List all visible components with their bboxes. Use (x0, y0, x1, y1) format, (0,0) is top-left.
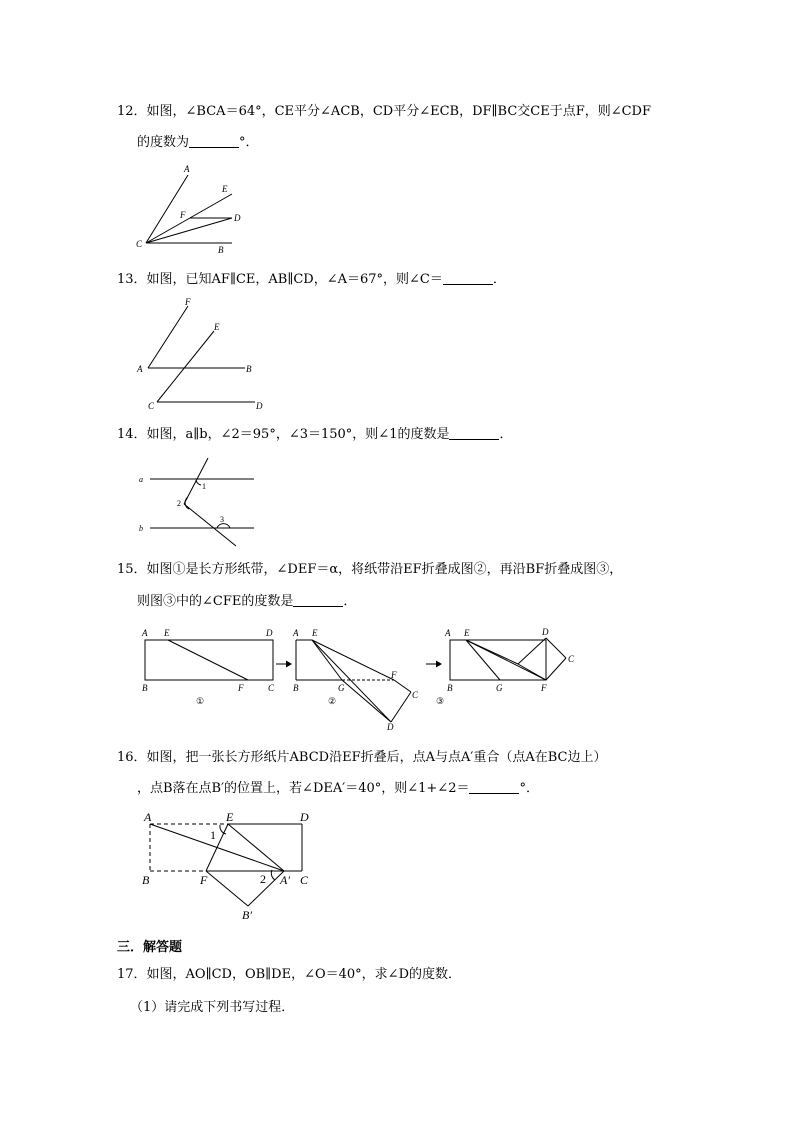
label-a: a (139, 475, 143, 484)
fig3-cf (546, 658, 566, 680)
q13-line1-after: ． (492, 272, 506, 287)
label-a: A (144, 810, 152, 824)
label-e: E (226, 810, 234, 824)
fig1-label-d: D (266, 628, 273, 638)
label-b: B (142, 873, 150, 887)
fig3-dc (546, 638, 566, 658)
q12-line2-before: 的度数为 (137, 135, 190, 150)
q14-line1-before: 14．如图，a∥b，∠2＝95°，∠3＝150°，则∠1的度数是 (117, 427, 450, 442)
label-b-prime: B′ (242, 908, 252, 922)
label-b: b (139, 524, 143, 533)
q17-sub1: （1）请完成下列书写过程． (130, 1000, 295, 1015)
fig1-label-a: A (142, 628, 148, 638)
q13-figure (132, 296, 272, 414)
fig2-label-g: G (338, 683, 345, 693)
q12-line1: 12．如图，∠BCA＝64°，CE平分∠ACB，CD平分∠ECB，DF∥BC交CE于点F，则∠CDF (117, 104, 652, 119)
arrow-2-head (436, 661, 441, 667)
fig3-number: ③ (436, 696, 445, 706)
label-b: B (218, 245, 224, 255)
label-d: D (234, 213, 241, 223)
angle1-label: 1 (210, 828, 216, 842)
q13-line1 (117, 272, 506, 288)
label-d: D (300, 810, 309, 824)
q14-line1-after: ． (499, 427, 513, 442)
fig2-number: ② (328, 696, 337, 706)
q12-line2-after: °． (239, 135, 259, 150)
answer-blank (189, 135, 239, 148)
answer-blank (469, 781, 519, 794)
fig2-gd (342, 680, 391, 722)
fig2-dc (391, 692, 411, 722)
angle2-label: 2 (177, 499, 181, 508)
fig3-label-e: E (464, 628, 470, 638)
label-c: C (148, 401, 155, 411)
q16-figure (136, 806, 326, 924)
label-b: B (246, 364, 252, 374)
answer-blank (443, 272, 493, 285)
q14-figure (134, 452, 264, 550)
q15-line1: 15．如图①是长方形纸带，∠DEF＝α，将纸带沿EF折叠成图②，再沿BF折叠成图③， (117, 562, 623, 577)
fig1-fold-ef (168, 640, 248, 680)
q15-line2-after: ． (343, 594, 357, 609)
answer-blank (293, 594, 343, 607)
fig3-label-f: F (541, 683, 547, 693)
q16-line2 (137, 781, 539, 797)
arrow-1-head (286, 661, 291, 667)
label-d: D (256, 401, 263, 411)
fig2-label-e: E (312, 628, 318, 638)
q15-line2 (137, 594, 356, 610)
fig2-ef (312, 640, 394, 680)
q16-line1: 16．如图，把一张长方形纸片ABCD沿EF折叠后，点A与点A′重合（点A在BC边上） (117, 750, 607, 765)
fig1-label-f: F (238, 683, 244, 693)
fig2-fc (394, 680, 411, 692)
q15-line2-before: 则图③中的∠CFE的度数是 (137, 594, 294, 609)
q16-line2-after: °． (519, 781, 539, 796)
q13-line1-before: 13．如图，已知AF∥CE，AB∥CD，∠A＝67°，则∠C＝ (117, 272, 443, 287)
section-title: 三．解答题 (117, 940, 183, 955)
fig2-ed (312, 640, 391, 722)
q12-figure (130, 160, 260, 260)
fig1-label-e: E (164, 628, 170, 638)
line-af (148, 306, 188, 368)
fig3-label-c: C (568, 654, 575, 664)
angle2-label: 2 (260, 872, 266, 886)
fig3-fold (466, 640, 518, 664)
fig3-eg (466, 640, 500, 680)
fig1-label-c: C (268, 683, 275, 693)
label-a: A (184, 164, 190, 174)
q12-line2 (137, 135, 259, 151)
fig3-d-edge (518, 638, 546, 664)
angle3-arc (217, 524, 230, 528)
fig1-label-b: B (142, 683, 148, 693)
label-c: C (300, 873, 309, 887)
q15-figure (136, 624, 596, 736)
angle3-label: 3 (220, 515, 224, 524)
fig2-label-d: D (387, 722, 394, 732)
fig3-label-b: B (447, 683, 453, 693)
fig3-rect (450, 640, 546, 680)
label-a: A (137, 364, 143, 374)
q17-line1: 17．如图，AO∥CD，OB∥DE，∠O＝40°，求∠D的度数． (117, 967, 461, 982)
fig3-label-a: A (445, 628, 451, 638)
label-f: F (200, 873, 208, 887)
fig1-number: ① (196, 696, 205, 706)
fig2-label-f: F (391, 670, 397, 680)
q16-line2-before: ，点B落在点B′的位置上，若∠DEA′＝40°，则∠1+∠2＝ (137, 781, 470, 796)
fig2-label-c: C (412, 690, 419, 700)
fig2-label-a: A (293, 628, 299, 638)
fig3-fold-2 (518, 664, 546, 680)
fig3-label-d: D (542, 627, 549, 637)
label-e: E (214, 322, 220, 332)
label-a-prime: A′ (280, 873, 290, 887)
label-e: E (222, 184, 228, 194)
label-f: F (185, 297, 191, 307)
segment-fb (206, 871, 248, 906)
answer-blank (449, 427, 499, 440)
fig2-label-b: B (293, 683, 299, 693)
q14-line1 (117, 427, 512, 443)
segment-ba (248, 871, 284, 906)
fig3-label-g: G (496, 683, 503, 693)
label-c: C (136, 239, 143, 249)
label-f: F (180, 210, 186, 220)
angle1-label: 1 (202, 482, 206, 491)
angle1-arc (196, 480, 201, 485)
fig2-eg (312, 640, 342, 680)
segment-ea (228, 824, 284, 871)
